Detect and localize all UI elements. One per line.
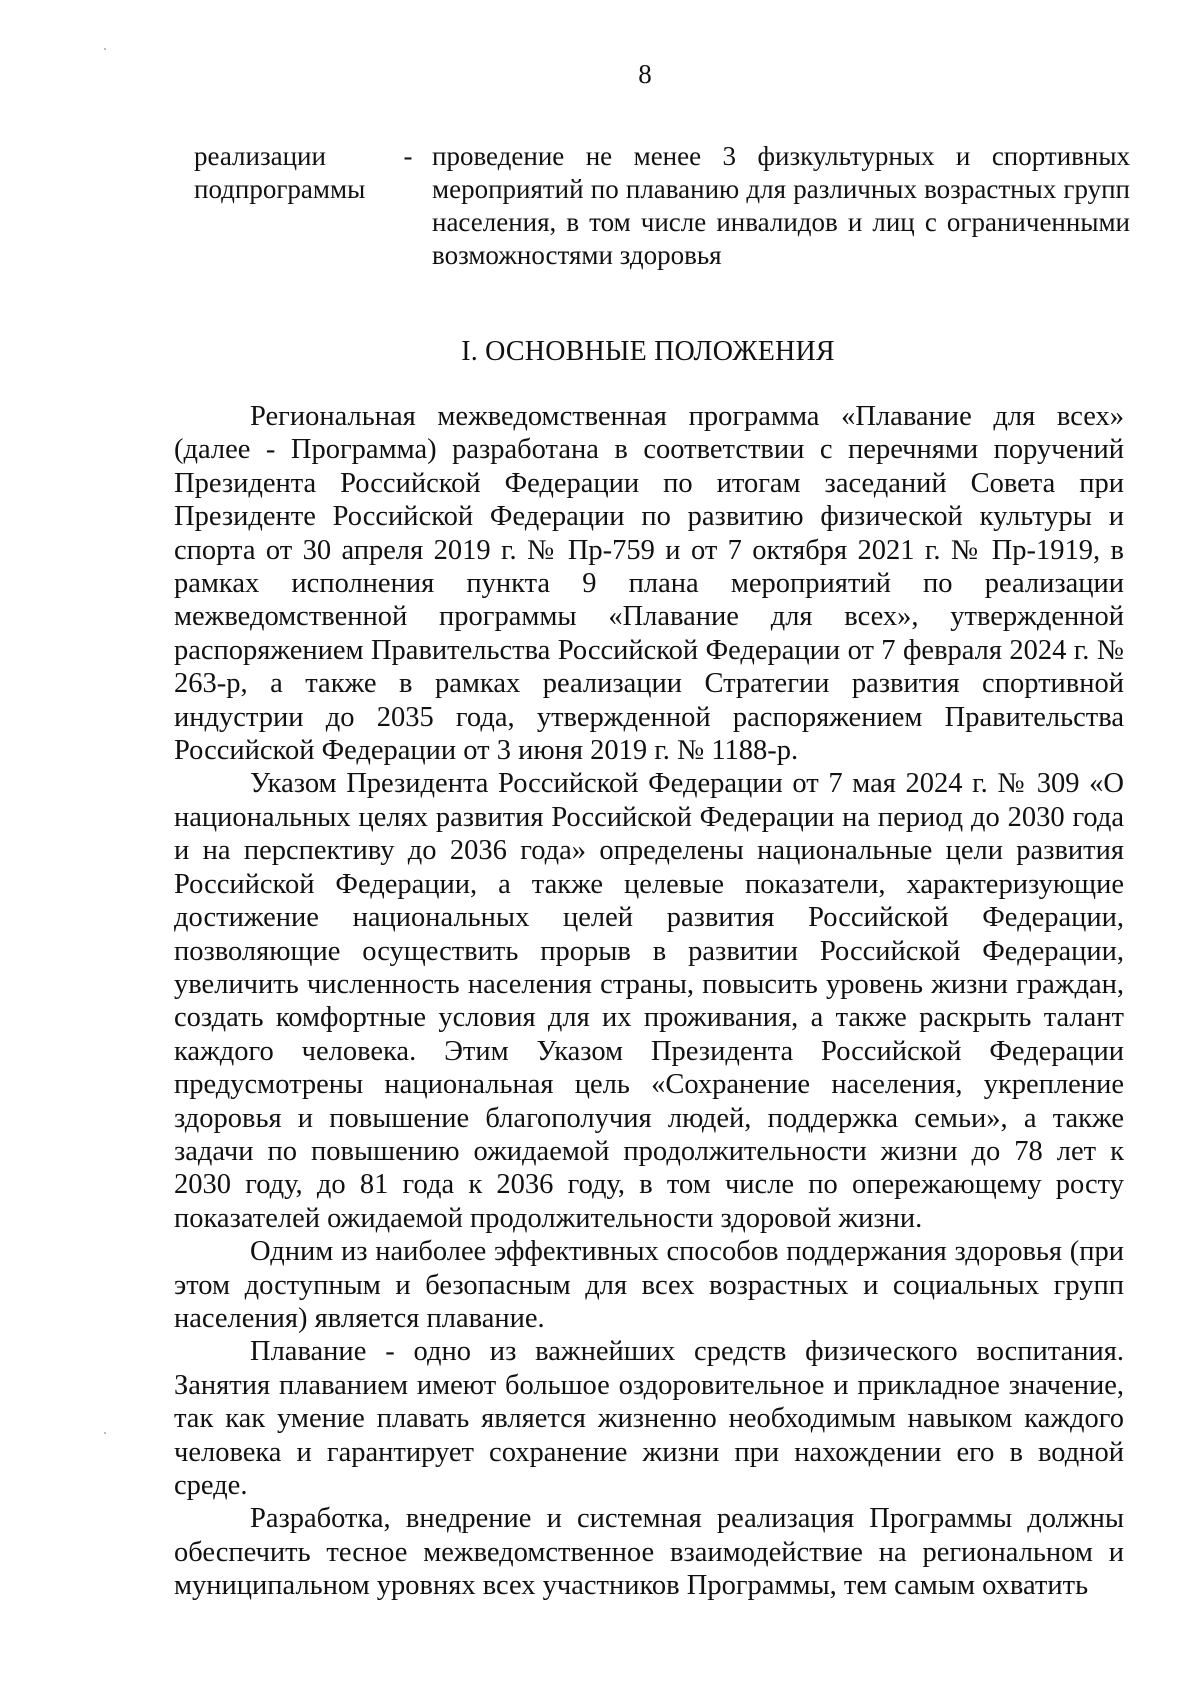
passport-table-row — [194, 140, 1130, 272]
scan-speck — [104, 1432, 106, 1434]
passport-label-line-1: реализации — [194, 141, 326, 171]
paragraph-5: Разработка, внедрение и системная реализация Программы должны обеспечить тесное межведомственное взаимодействие на региональном и муниципальном уровнях всех участников Программы, тем самым охватить — [174, 1503, 1124, 1602]
paragraph-1: Региональная межведомственная программа «Плавание для всех» (далее - Программа) разработана в соответствии с перечнями поручений Президента Российской Федерации по итогам заседаний Совета при Президенте Российской Федерации по развитию физической культуры и спорта от 30 апреля 2019 г. № Пр-759 и от 7 октября 2021 г. № Пр-1919, в рамках исполнения пункта 9 плана мероприятий по реализации межведомственной программы «Плавание для всех», утвержденной распоряжением Правительства Российской Федерации от 7 февраля 2024 г. № 263-р, а также в рамках реализации Стратегии развития спортивной индустрии до 2035 года, утвержденной распоряжением Правительства Российской Федерации от 3 июня 2019 г. № 1188-р. — [174, 401, 1124, 767]
scan-speck — [104, 48, 106, 50]
body-text — [174, 400, 1124, 1603]
paragraph-4: Плавание - одно из важнейших средств физического воспитания. Занятия плаванием имеют большое оздоровительное и прикладное значение, так как умение плавать является жизненно необходимым навыком каждого человека и гарантирует сохранение жизни при нахождении его в водной среде. — [174, 1336, 1124, 1501]
section-heading: I. ОСНОВНЫЕ ПОЛОЖЕНИЯ — [461, 336, 835, 367]
passport-label-line-2: подпрограммы — [194, 174, 366, 204]
passport-dash-separator: - — [403, 141, 413, 171]
passport-row-value: проведение не менее 3 физкультурных и спортивных мероприятий по плаванию для различных возрастных групп населения, в том числе инвалидов и лиц с ограниченными возможностями здоровья — [432, 141, 1130, 270]
page-number: 8 — [638, 59, 652, 89]
paragraph-2: Указом Президента Российской Федерации от 7 мая 2024 г. № 309 «О национальных целях развития Российской Федерации на период до 2030 года и на перспективу до 2036 года» определены национальные цели развития Российской Федерации, а также целевые показатели, характеризующие достижение национальных целей развития Российской Федерации, позволяющие осуществить прорыв в развитии Российской Федерации, увеличить численность населения страны, повысить уровень жизни граждан, создать комфортные условия для их проживания, а также раскрыть талант каждого человека. Этим Указом Президента Российской Федерации предусмотрены национальная цель «Сохранение населения, укрепление здоровья и повышение благополучия людей, поддержка семьи», а также задачи по повышению ожидаемой продолжительности жизни до 78 лет к 2030 году, до 81 года к 2036 году, в том числе по опережающему росту показателей ожидаемой продолжительности здоровой жизни. — [174, 768, 1124, 1234]
paragraph-3: Одним из наиболее эффективных способов поддержания здоровья (при этом доступным и безопасным для всех возрастных и социальных групп населения) является плавание. — [174, 1236, 1124, 1334]
passport-row-label — [194, 140, 388, 272]
